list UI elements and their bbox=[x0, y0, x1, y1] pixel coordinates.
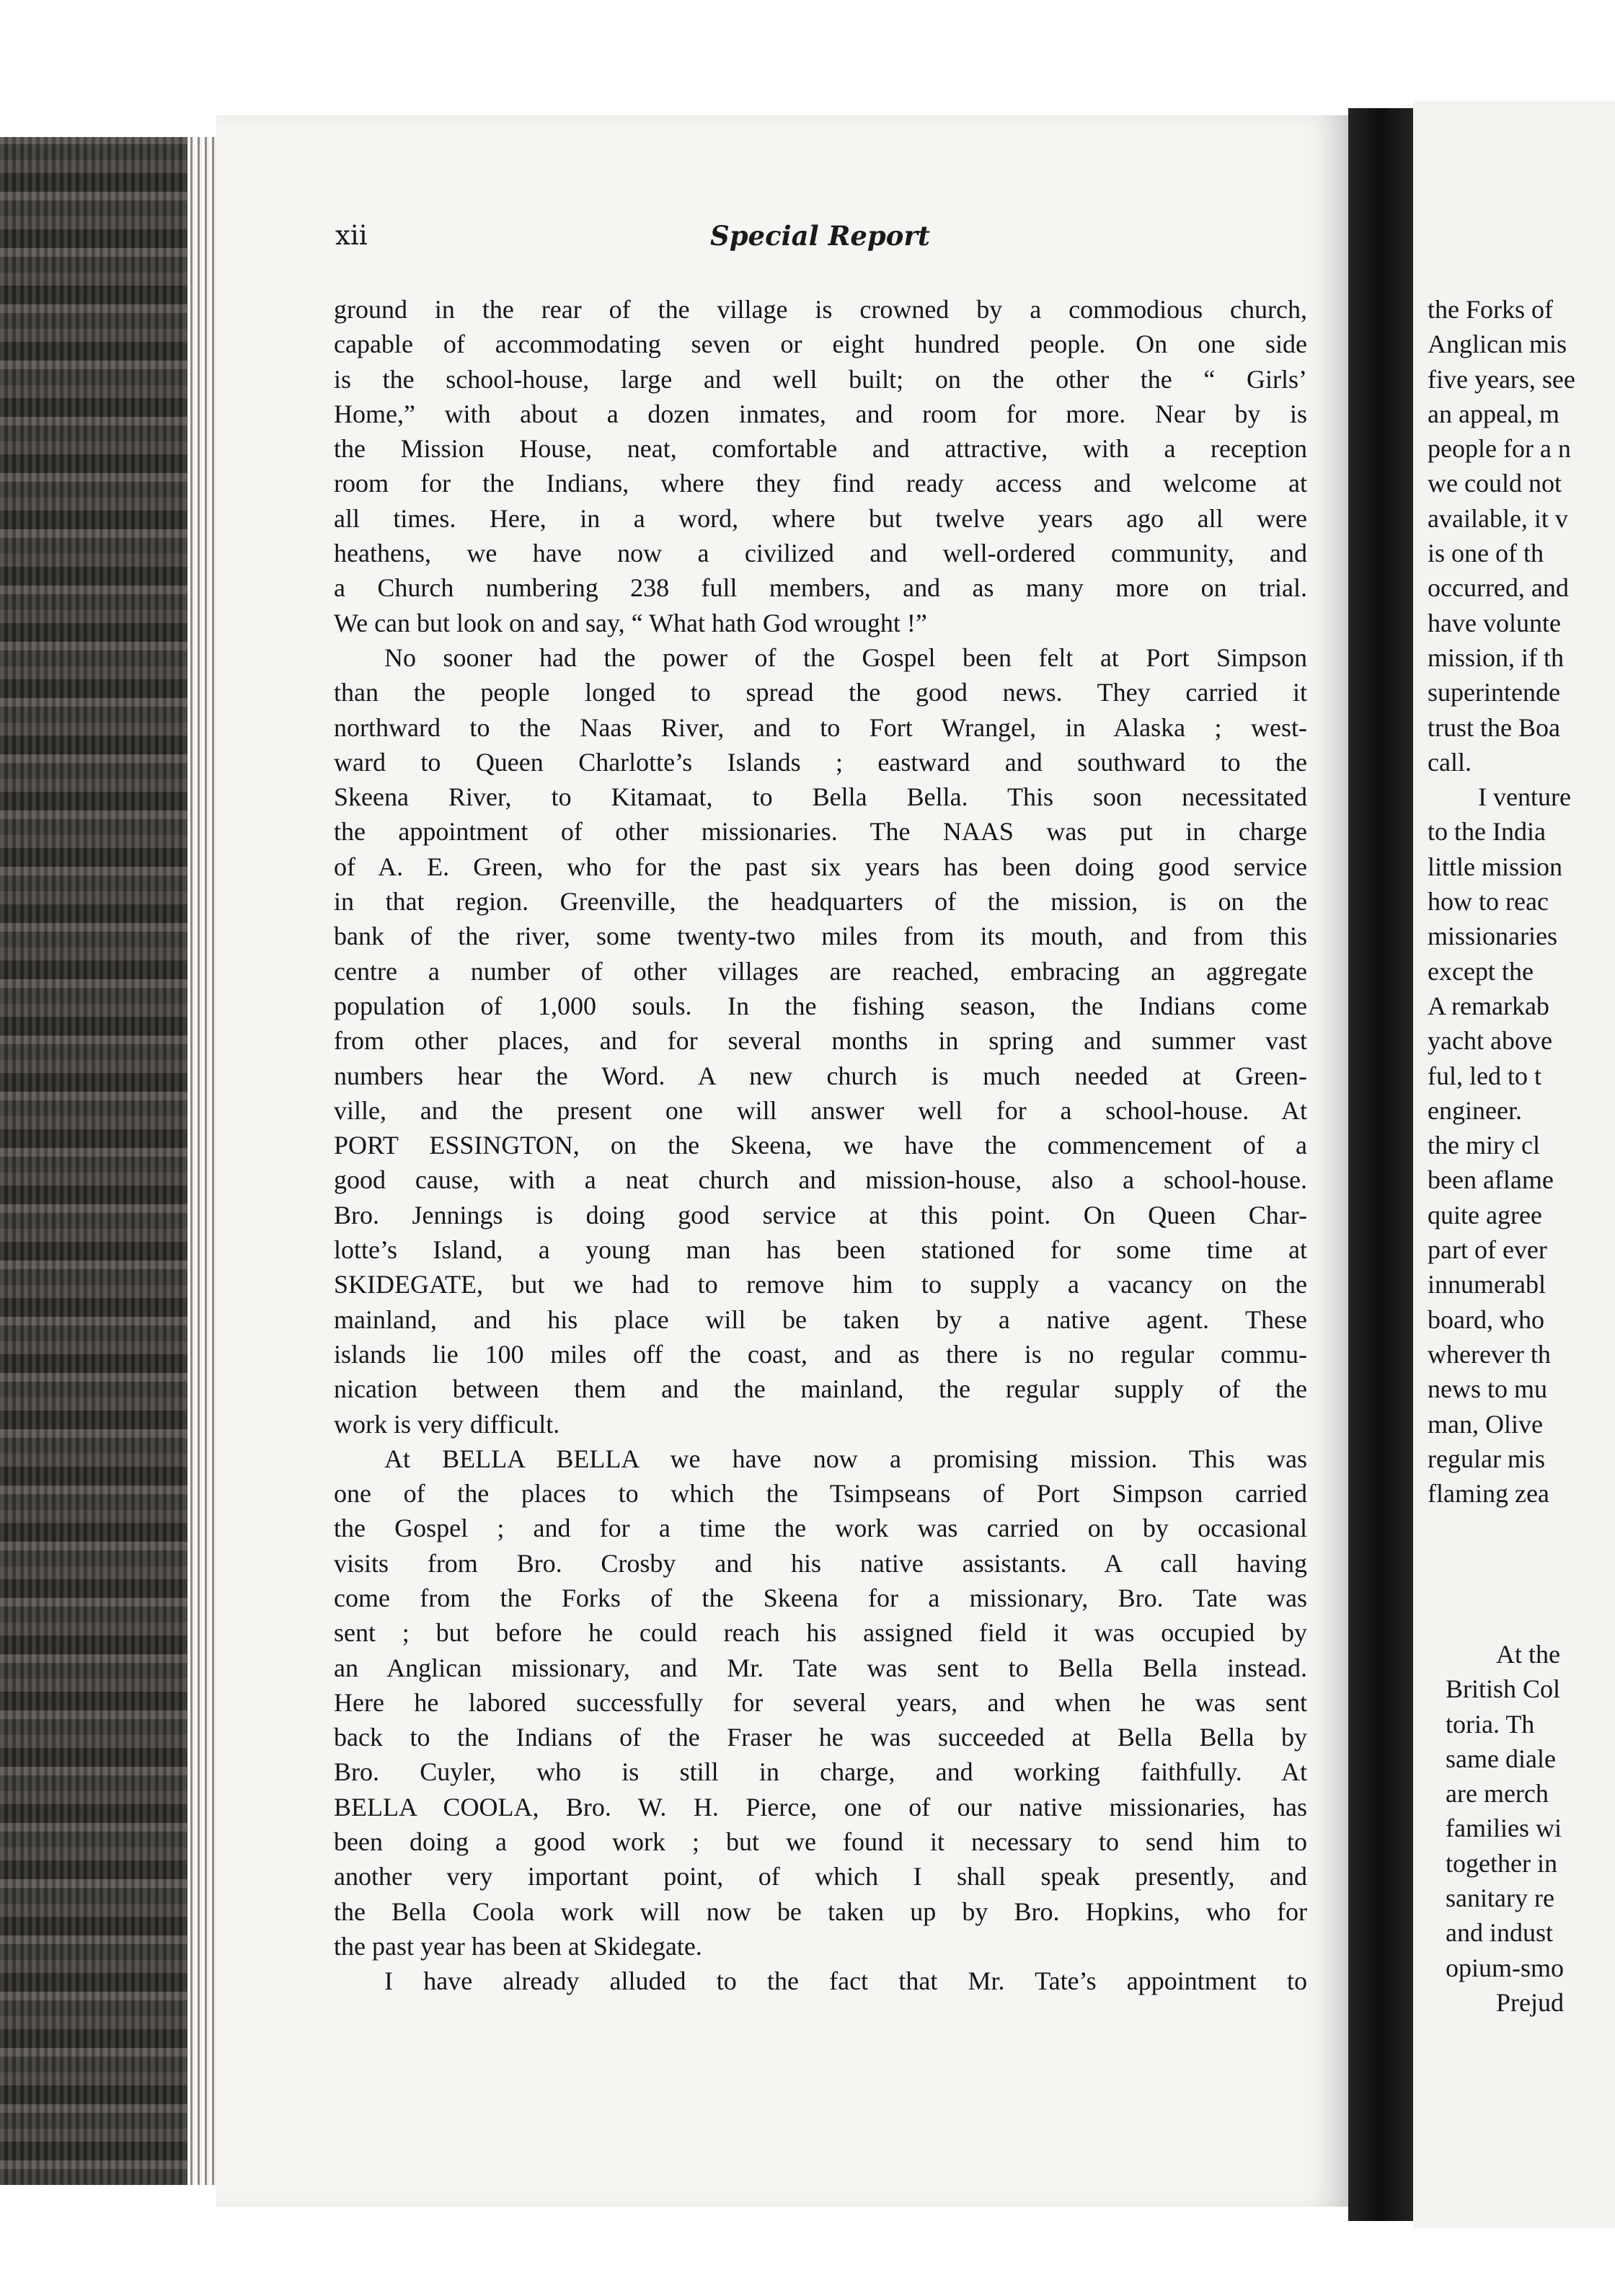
left-page-text-line: another very important point, of which I shall speak presently, and bbox=[334, 1862, 1307, 1891]
book-page-edge bbox=[0, 137, 216, 2185]
right-page-text-line: mission, if th bbox=[1428, 643, 1565, 672]
right-page-text-line: been aflame bbox=[1428, 1165, 1554, 1195]
left-page-text-line: SKIDEGATE, but we had to remove him to supply a vacancy on the bbox=[334, 1270, 1307, 1299]
right-page-text-line: toria. Th bbox=[1446, 1709, 1535, 1739]
left-page-text-line: No sooner had the power of the Gospel been felt at Port Simpson bbox=[384, 643, 1307, 672]
page-header bbox=[335, 220, 1305, 263]
right-page-text-line: except the bbox=[1428, 956, 1534, 986]
left-page-text-line: capable of accommodating seven or eight hundred people. On one side bbox=[334, 330, 1307, 359]
right-page-text-line: wherever th bbox=[1428, 1339, 1551, 1369]
left-page-text-line: work is very difficult. bbox=[334, 1409, 560, 1439]
right-page-text-line: A remarkab bbox=[1428, 991, 1549, 1020]
right-page-body-lower bbox=[1446, 1637, 1615, 2020]
left-page-text-line: ground in the rear of the village is crowned by a commodious church, bbox=[334, 295, 1307, 324]
left-page-text-line: BELLA COOLA, Bro. W. H. Pierce, one of our native missionaries, has bbox=[334, 1792, 1307, 1822]
left-page-text-line: back to the Indians of the Fraser he was succeeded at Bella Bella by bbox=[334, 1723, 1307, 1752]
left-page-text-line: centre a number of other villages are reached, embracing an aggregate bbox=[334, 956, 1307, 986]
left-page-text-line: heathens, we have now a civilized and well-ordered community, and bbox=[334, 539, 1307, 568]
left-page-body bbox=[334, 292, 1307, 1999]
right-page-text-line: superintende bbox=[1428, 678, 1560, 707]
left-page-text-line: one of the places to which the Tsimpseans of Port Simpson carried bbox=[334, 1479, 1307, 1509]
left-page-text-line: the past year has been at Skidegate. bbox=[334, 1931, 702, 1961]
left-page-text-line: I have already alluded to the fact that Mr. Tate’s appointment to bbox=[384, 1966, 1307, 1996]
right-page-text-line: yacht above bbox=[1428, 1026, 1552, 1056]
left-page-text-line: in that region. Greenville, the headquarters of the mission, is on the bbox=[334, 887, 1307, 917]
left-page-text-line: good cause, with a neat church and mission-house, also a school-house. bbox=[334, 1165, 1307, 1195]
left-page-text-line: is the school-house, large and well built; on the other the “ Girls’ bbox=[334, 364, 1307, 394]
right-page-text-line: we could not bbox=[1428, 469, 1562, 498]
left-page-text-line: population of 1,000 souls. In the fishing season, the Indians come bbox=[334, 991, 1307, 1020]
right-page-text-line: sanitary re bbox=[1446, 1884, 1554, 1913]
right-page-text-line: ful, led to t bbox=[1428, 1061, 1541, 1090]
right-page-text-line: little mission bbox=[1428, 852, 1563, 881]
left-page-text-line: islands lie 100 miles off the coast, and as there is no regular commu- bbox=[334, 1339, 1307, 1369]
left-page-text-line: all times. Here, in a word, where but twelve years ago all were bbox=[334, 503, 1307, 533]
right-page-text-line: how to reac bbox=[1428, 887, 1549, 917]
left-page-text-line: Bro. Jennings is doing good service at this point. On Queen Char- bbox=[334, 1200, 1307, 1229]
right-page-text-line: an appeal, m bbox=[1428, 399, 1559, 428]
left-page-text-line: than the people longed to spread the good news. They carried it bbox=[334, 678, 1307, 707]
left-page-text-line: ward to Queen Charlotte’s Islands ; eastward and southward to the bbox=[334, 747, 1307, 777]
right-page-text-line: five years, see bbox=[1428, 364, 1575, 394]
right-page-text-line: British Col bbox=[1446, 1674, 1561, 1704]
right-page-text-line: quite agree bbox=[1428, 1200, 1542, 1229]
running-head: Special Report bbox=[709, 220, 931, 252]
right-page-body-upper bbox=[1428, 292, 1615, 1511]
left-page-text-line: northward to the Naas River, and to Fort Wrangel, in Alaska ; west- bbox=[334, 712, 1307, 742]
left-page-text-line: been doing a good work ; but we found it necessary to send him to bbox=[334, 1827, 1307, 1857]
left-page-text-line: ville, and the present one will answer well for a school-house. At bbox=[334, 1095, 1307, 1125]
right-page-text-line: regular mis bbox=[1428, 1444, 1545, 1473]
right-page-text-line: At the bbox=[1496, 1640, 1560, 1669]
right-page-text-line: and indust bbox=[1446, 1918, 1553, 1948]
left-page-text-line: lotte’s Island, a young man has been stationed for some time at bbox=[334, 1235, 1307, 1265]
right-page-text-line: families wi bbox=[1446, 1814, 1562, 1843]
left-page-text-line: room for the Indians, where they find ready access and welcome at bbox=[334, 469, 1307, 498]
left-page-text-line: an Anglican missionary, and Mr. Tate was sent to Bella Bella instead. bbox=[334, 1653, 1307, 1682]
right-page-text-line: are merch bbox=[1446, 1779, 1549, 1809]
right-page-text-line: Anglican mis bbox=[1428, 330, 1567, 359]
right-page-text-line: I venture bbox=[1478, 782, 1571, 812]
right-page-text-line: flaming zea bbox=[1428, 1479, 1549, 1509]
left-page-text-line: a Church numbering 238 full members, and as many more on trial. bbox=[334, 573, 1307, 603]
right-page-text-line: together in bbox=[1446, 1848, 1557, 1878]
right-page-text-line: Prejud bbox=[1496, 1987, 1564, 2017]
left-page-text-line: the appointment of other missionaries. The NAAS was put in charge bbox=[334, 817, 1307, 847]
book-gutter bbox=[1348, 108, 1413, 2221]
right-page-text-line: board, who bbox=[1428, 1304, 1544, 1334]
right-page-text-line: to the India bbox=[1428, 817, 1546, 847]
right-page-text-line: innumerabl bbox=[1428, 1270, 1546, 1299]
left-page-text-line: Here he labored successfully for several years, and when he was sent bbox=[334, 1687, 1307, 1717]
left-page-text-line: numbers hear the Word. A new church is much needed at Green- bbox=[334, 1061, 1307, 1090]
left-page-text-line: the Gospel ; and for a time the work was carried on by occasional bbox=[334, 1514, 1307, 1543]
right-page-text-line: missionaries bbox=[1428, 922, 1557, 951]
left-page-text-line: mainland, and his place will be taken by a native agent. These bbox=[334, 1304, 1307, 1334]
left-page-text-line: Skeena River, to Kitamaat, to Bella Bella. This soon necessitated bbox=[334, 782, 1307, 812]
right-page-text-line: available, it v bbox=[1428, 503, 1568, 533]
left-page-text-line: bank of the river, some twenty-two miles from its mouth, and from this bbox=[334, 922, 1307, 951]
left-page-text-line: Bro. Cuyler, who is still in charge, and working faithfully. At bbox=[334, 1757, 1307, 1787]
right-page-text-line: people for a n bbox=[1428, 434, 1571, 464]
left-page-text-line: At BELLA BELLA we have now a promising mission. This was bbox=[384, 1444, 1307, 1473]
right-page-text-line: engineer. bbox=[1428, 1095, 1522, 1125]
right-page-text-line: have volunte bbox=[1428, 608, 1561, 637]
right-page-text-line: occurred, and bbox=[1428, 573, 1569, 603]
right-page-text-line: man, Olive bbox=[1428, 1409, 1543, 1439]
right-page-text-line: is one of th bbox=[1428, 539, 1544, 568]
left-page-text-line: PORT ESSINGTON, on the Skeena, we have the commencement of a bbox=[334, 1131, 1307, 1160]
left-page-text-line: the Mission House, neat, comfortable and attractive, with a reception bbox=[334, 434, 1307, 464]
left-page-text-line: nication between them and the mainland, the regular supply of the bbox=[334, 1374, 1307, 1404]
left-page-text-line: come from the Forks of the Skeena for a missionary, Bro. Tate was bbox=[334, 1583, 1307, 1612]
right-page-text-line: part of ever bbox=[1428, 1235, 1547, 1265]
right-page-text-line: news to mu bbox=[1428, 1374, 1547, 1404]
right-page-text-line: the miry cl bbox=[1428, 1131, 1540, 1160]
right-page-text-line: opium-smo bbox=[1446, 1953, 1565, 1982]
left-page-text-line: Home,” with about a dozen inmates, and room for more. Near by is bbox=[334, 399, 1307, 428]
right-page-text-line: trust the Boa bbox=[1428, 712, 1560, 742]
right-page-text-line: the Forks of bbox=[1428, 295, 1553, 324]
right-page-text-line: call. bbox=[1428, 747, 1472, 777]
right-page-text-line: same diale bbox=[1446, 1744, 1556, 1773]
left-page-text-line: from other places, and for several months in spring and summer vast bbox=[334, 1026, 1307, 1056]
left-page-text-line: the Bella Coola work will now be taken up by Bro. Hopkins, who for bbox=[334, 1897, 1307, 1926]
left-page-text-line: visits from Bro. Crosby and his native assistants. A call having bbox=[334, 1548, 1307, 1578]
left-page-text-line: sent ; but before he could reach his assigned field it was occupied by bbox=[334, 1618, 1307, 1648]
left-page-text-line: We can but look on and say, “ What hath God wrought !” bbox=[334, 608, 927, 637]
page-number: xii bbox=[335, 220, 368, 251]
left-page-text-line: of A. E. Green, who for the past six years has been doing good service bbox=[334, 852, 1307, 881]
